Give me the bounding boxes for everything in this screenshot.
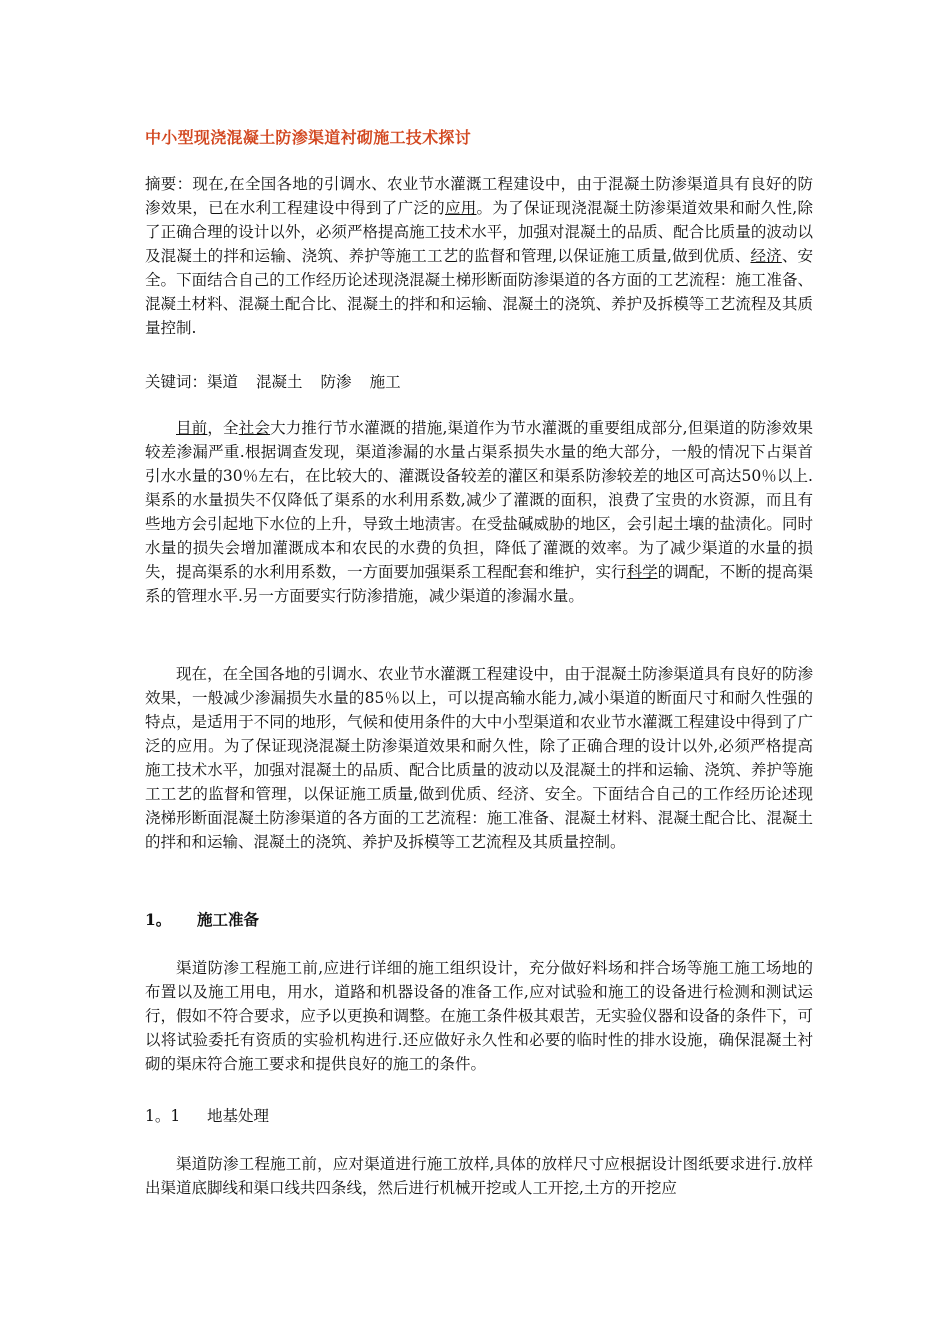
abstract-text-2: 。为了保证现浇混凝土防渗渠道效果和耐久性,除了正确合理的设计以外，必须严格提高施工技术水平，加强对混凝土的品质、配合比质量的波动以及混凝土的拌和运输、浇筑、养护等施工工艺的监督和管理,以保证施工质量,做到优质、 (145, 199, 813, 265)
abstract-text-1: 摘要：现在,在全国各地的引调水、农业节水灌溉工程建设中，由于混凝土防渗渠道具有良好的防渗效果，已在水利工程建设中得到了广泛的 (145, 175, 813, 217)
keyword-item: 防渗 (320, 373, 352, 391)
keyword-item: 施工 (369, 373, 401, 391)
section-1-body: 渠道防渗工程施工前,应进行详细的施工组织设计，充分做好料场和拌合场等施工施工场地的布置以及施工用电，用水，道路和机器设备的准备工作,应对试验和施工的设备进行检测和测试运行，假如不符合要求，应予以更换和调整。在施工条件极其艰苦，无实验仪器和设备的条件下，可以将试验委托有资质的实验机构进行.还应做好永久性和必要的临时性的排水设施，确保混凝土衬砌的渠床符合施工要求和提供良好的施工的条件。 (145, 959, 813, 1073)
link-economy[interactable]: 经济 (750, 247, 782, 265)
intro-text-2: 大力推行节水灌溉的措施,渠道作为节水灌溉的重要组成部分,但渠道的防渗效果较差渗漏严重.根据调查发现，渠道渗漏的水量占渠系损失水量的绝大部分，一般的情况下占渠首引水水量的30％左右，在比较大的、灌溉设备较差的灌区和渠系防渗较差的地区可高达50％以上.渠系的水量损失不仅降低了渠系的水利用系数,减少了灌溉的面积，浪费了宝贵的水资源，而且有些地方会引起地下水位的上升，导致土地渍害。在受盐碱威胁的地区，会引起土壤的盐渍化。同时水量的损失会增加灌溉成本和农民的水费的负担，降低了灌溉的效率。为了减少渠道的水量的损失，提高渠系的水利用系数，一方面要加强渠系工程配套和维护，实行 (145, 419, 813, 581)
abstract-text-3: 、安全。下面结合自己的工作经历论述现浇混凝土梯形断面防渗渠道的各方面的工艺流程：施工准备、混凝土材料、混凝土配合比、混凝土的拌和和运输、混凝土的浇筑、养护及拆模等工艺流程及其质量控制. (145, 247, 813, 337)
keyword-item: 混凝土 (256, 373, 303, 391)
intro-text-1: ，全 (207, 419, 239, 437)
section-1-title: 施工准备 (197, 910, 260, 929)
link-science[interactable]: 科学 (626, 563, 658, 581)
section-1-1-body: 渠道防渗工程施工前，应对渠道进行施工放样,具体的放样尺寸应根据设计图纸要求进行.放样出渠道底脚线和渠口线共四条线，然后进行机械开挖或人工开挖,土方的开挖应 (145, 1155, 813, 1197)
keywords-line (145, 370, 813, 394)
section-1-heading (145, 908, 259, 932)
document-title: 中小型现浇混凝土防渗渠道衬砌施工技术探讨 (145, 128, 472, 147)
link-current[interactable]: 目前 (176, 419, 208, 437)
abstract-paragraph (145, 172, 813, 340)
keyword-item: 渠道 (207, 373, 239, 391)
body-paragraph-2: 现在，在全国各地的引调水、农业节水灌溉工程建设中，由于混凝土防渗渠道具有良好的防渗效果，一般减少渗漏损失水量的85％以上，可以提高输水能力,减小渠道的断面尺寸和耐久性强的特点，是适用于不同的地形，气候和使用条件的大中小型渠道和农业节水灌溉工程建设中得到了广泛的应用。为了保证现浇混凝土防渗渠道效果和耐久性，除了正确合理的设计以外,必须严格提高施工技术水平，加强对混凝土的品质、配合比质量的波动以及混凝土的拌和运输、浇筑、养护等施工工艺的监督和管理，以保证施工质量,做到优质、经济、安全。下面结合自己的工作经历论述现浇梯形断面混凝土防渗渠道的各方面的工艺流程：施工准备、混凝土材料、混凝土配合比、混凝土的拌和和运输、混凝土的浇筑、养护及拆模等工艺流程及其质量控制。 (145, 665, 813, 851)
keywords-label: 关键词： (145, 373, 208, 391)
section-1-1-title: 地基处理 (207, 1107, 270, 1125)
section-1-number: 1。 (145, 910, 172, 929)
link-society[interactable]: 社会 (238, 419, 271, 437)
link-application[interactable]: 应用 (444, 199, 477, 217)
intro-text-3: 的调配，不断的提高渠系的管理水平.另一方面要实行防渗措施，减少渠道的渗漏水量。 (145, 563, 813, 605)
section-1-1-number: 1。1 (145, 1107, 181, 1125)
section-1-1-heading (145, 1104, 269, 1128)
intro-paragraph (145, 416, 813, 608)
